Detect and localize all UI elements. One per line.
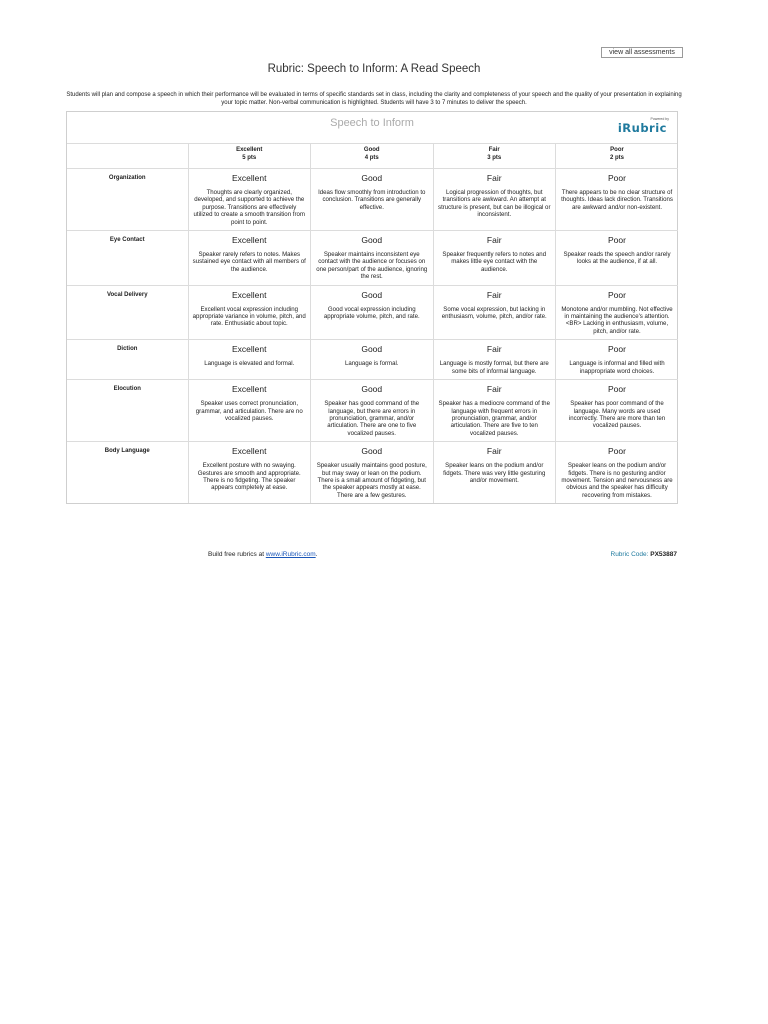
rubric-cell [433,169,556,231]
cell-description: Speaker reads the speech and/or rarely looks at the audience, if at all. [563,251,671,266]
rubric-description: Students will plan and compose a speech in which their performance will be evaluated in terms of specific standards set in class, including the clarity and completeness of your speech and the quality of your presentation in explaining your topic matter. Non-verbal communication is highlighted. Students will have 3 to 7 minutes to deliver the speech. [66,92,682,107]
criterion-row [67,340,678,380]
cell-description: Excellent vocal expression including appropriate variance in volume, pitch, and rate. Enthusiatic about topic. [192,305,306,328]
level-header [433,144,556,169]
rubric-name: Speech to Inform [330,117,414,129]
level-header [188,144,311,169]
cell-level-title: Good [361,344,383,355]
cell-description: Language is elevated and formal. [204,360,295,368]
cell-level-title: Fair [486,235,502,246]
rubric-cell [556,340,679,380]
rubric-cell [311,285,434,340]
cell-description: Good vocal expression including appropriate volume, pitch, and rate. [323,305,420,321]
rubric-cell [311,340,434,380]
cell-level-title: Fair [486,384,502,395]
criterion-row [67,442,678,504]
cell-description: Speaker leans on the podium and/or fidgets. There was very little gesturing and/or movement. [443,462,546,484]
rubric-cell [556,380,679,442]
rubric-cell [188,169,311,231]
cell-description: Excellent posture with no swaying. Gestures are smooth and appropriate. There is no fidgeting. The speaker appears completely at ease. [197,462,301,492]
cell-description: Language is informal and filled with inappropriate word choices. [569,360,665,375]
criterion-row [67,169,678,231]
level-header [556,144,679,169]
cell-level-title: Poor [608,384,626,395]
cell-level-title: Fair [486,289,502,300]
cell-description: Language is formal. [344,360,399,368]
rubric-cell [433,231,556,286]
rubric-level-header-row [67,144,678,169]
cell-level-title: Fair [486,344,502,355]
level-name: Poor [610,147,624,153]
page-title: Rubric: Speech to Inform: A Read Speech [267,63,481,75]
rubric-container [66,111,678,504]
rubric-code-value: PX53887 [650,551,677,558]
level-points: 5 pts [242,154,257,161]
criterion-name: Organization [67,169,188,231]
powered-by-text: Powered by [650,117,669,121]
rubric-cell [433,380,556,442]
level-header [311,144,434,169]
criterion-name: Body Language [67,442,188,504]
cell-level-title: Excellent [232,173,267,183]
rubric-cell [556,442,679,504]
cell-description: Speaker maintains inconsistent eye contact with the audience or focuses on one person/part of the audience, ignoring the rest. [316,251,428,281]
cell-description: Speaker has poor command of the language. Many words are used incorrectly. There are more than ten vocalized pauses. [568,400,666,430]
rubric-cell [188,285,311,340]
rubric-cell [311,231,434,286]
rubric-cell [556,231,679,286]
cell-level-title: Excellent [232,344,267,355]
cell-level-title: Good [361,289,383,300]
cell-level-title: Good [361,235,383,246]
rubric-cell [188,442,311,504]
cell-description: Ideas flow smoothly from introduction to conclusion. Transitions are generally effective. [318,189,426,211]
cell-description: Speaker has a mediocre command of the language with frequent errors in pronunciation, grammar, and/or articulation. There are five to ten vocalized pauses. [438,400,550,437]
cell-level-title: Poor [608,446,626,457]
cell-level-title: Poor [608,173,626,183]
cell-description: Speaker has good command of the language, but there are errors in pronunciation, grammar, and/or articulation. There are one to five vocalized pauses. [324,400,420,437]
criterion-name: Diction [67,340,188,380]
cell-level-title: Good [361,446,383,457]
rubric-cell [188,380,311,442]
cell-description: Thoughts are clearly organized, developed, and supported to achieve the purpose. Transitions are effectively utilized to create a smooth transition from point to point. [193,189,305,226]
rubric-cell [433,340,556,380]
criterion-row [67,285,678,340]
rubric-cell [556,169,679,231]
cell-level-title: Poor [608,235,626,246]
cell-level-title: Poor [608,344,626,355]
rubric-cell [188,231,311,286]
criterion-row [67,380,678,442]
criterion-name: Vocal Delivery [67,285,188,340]
irubric-brand: iRubric [617,121,667,135]
cell-level-title: Excellent [232,384,267,395]
cell-description: Speaker leans on the podium and/or fidgets. There is no gesturing and/or movement. Tension and nervousness are obvious and the speaker has difficulty recovering from mistakes. [561,462,673,499]
cell-level-title: Fair [486,446,502,457]
cell-level-title: Fair [486,173,502,183]
rubric-corner-cell [67,144,188,169]
rubric-cell [311,169,434,231]
cell-description: Language is mostly formal, but there are some bits of informal language. [439,360,549,375]
rubric-table [67,144,678,503]
criterion-name: Elocution [67,380,188,442]
level-name: Fair [488,147,500,153]
cell-description: Logical progression of thoughts, but transitions are awkward. An attempt at structure is present, but can be illogical or inconsistent. [438,189,551,219]
cell-description: There appears to be no clear structure of thoughts. Ideas lack direction. Transitions are awkward and/or non-existent. [561,189,673,211]
rubric-cell [556,285,679,340]
footer-build-label: Build free rubrics at [208,551,266,558]
rubric-cell [433,285,556,340]
rubric-cell [311,442,434,504]
cell-description: Speaker frequently refers to notes and makes little eye contact with the audience. [442,251,547,273]
rubric-cell [433,442,556,504]
cell-description: Some vocal expression, but lacking in enthusiasm, volume, pitch, and/or rate. [441,305,547,321]
rubric-code [611,551,678,558]
cell-description: Speaker uses correct pronunciation, grammar, and articulation. There are no vocalized pauses. [195,400,303,422]
rubric-cell [311,380,434,442]
cell-description: Monotone and/or mumbling. Not effective in maintaining the audience's attention.<BR> Lacking in enthusiasm, volume, pitch, and/or rate. [561,305,673,335]
rubric-header [67,112,677,144]
cell-level-title: Excellent [232,446,267,457]
cell-description: Speaker usually maintains good posture, but may sway or lean on the podium. There is a small amount of fidgeting, but the speaker appears mostly at ease. There are a few gestures. [316,462,427,499]
level-name: Good [363,147,380,153]
footer-period: . [315,551,318,558]
cell-description: Speaker rarely refers to notes. Makes sustained eye contact with all members of the audience. [192,251,306,273]
cell-level-title: Excellent [232,235,267,246]
criterion-name: Eye Contact [67,231,188,286]
cell-level-title: Good [361,173,383,183]
irubric-link[interactable]: www.iRubric.com [265,551,316,558]
footer-build-text [208,551,317,558]
rubric-code-label: Rubric Code: [610,551,651,558]
level-points: 3 pts [487,154,502,161]
cell-level-title: Excellent [232,289,267,300]
level-points: 2 pts [609,154,624,161]
view-all-assessments-link[interactable]: view all assessments [601,47,683,58]
irubric-logo [617,117,669,135]
level-name: Excellent [236,147,263,153]
cell-level-title: Good [361,384,383,395]
rubric-cell [188,340,311,380]
criterion-row [67,231,678,286]
level-points: 4 pts [364,154,379,161]
cell-level-title: Poor [608,289,626,300]
